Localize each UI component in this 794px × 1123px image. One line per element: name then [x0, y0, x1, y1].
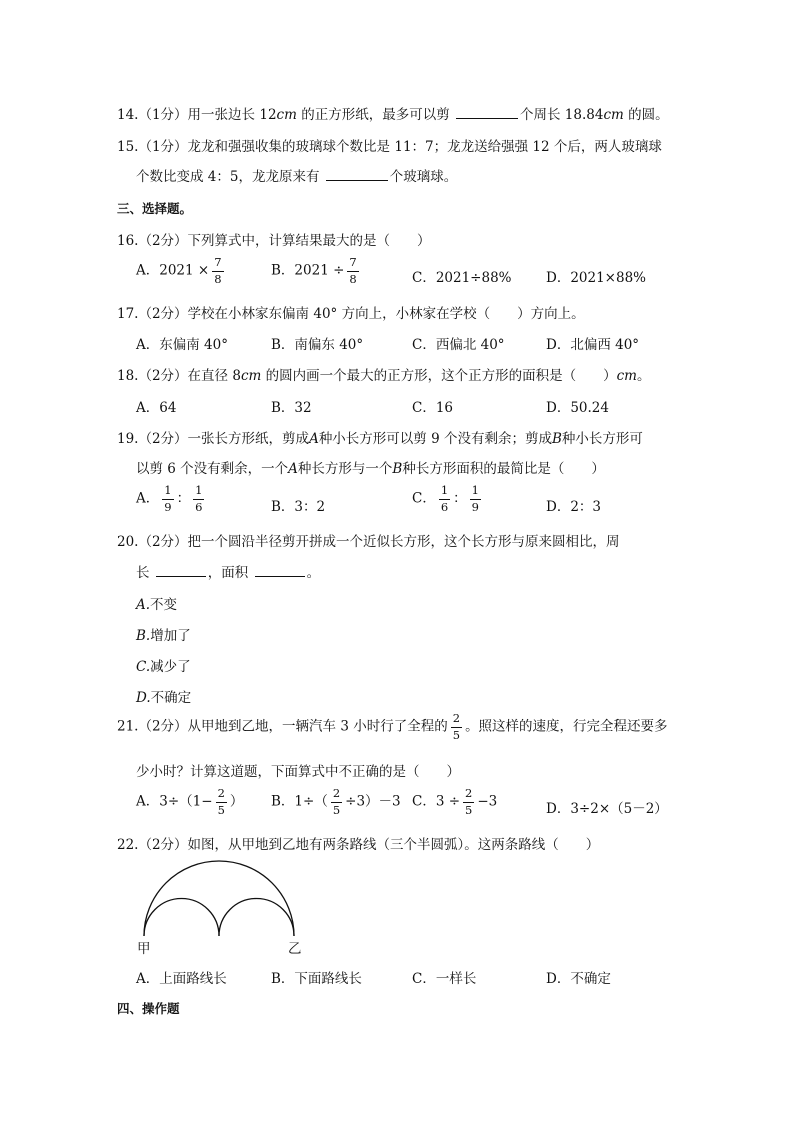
- q21-a-post: ）: [229, 793, 244, 810]
- q19-var-b-2: B: [392, 461, 403, 477]
- q19-l2-pre: 以剪 6 个没有剩余，一个: [136, 461, 289, 477]
- q19-a-frac-1: $\frac{1}{9}$: [164, 483, 172, 514]
- q18-text-end: 。: [637, 368, 651, 384]
- q20-a-letter: A.: [136, 597, 151, 613]
- question-21-line-1: [117, 713, 668, 741]
- q22-option-c[interactable]: C．一样长: [412, 971, 477, 987]
- question-21-line-2: 少小时？计算这道题，下面算式中不正确的是（ ）: [136, 764, 460, 780]
- q20-option-a[interactable]: [136, 593, 177, 613]
- question-15-line-1: 15.（1分）龙龙和强强收集的玻璃球个数比是 11：7；龙龙送给强强 12 个后，两人玻璃球: [117, 139, 662, 155]
- section-3-heading: 三、选择题。: [117, 201, 193, 216]
- q19-var-a: A: [309, 431, 319, 447]
- q17-option-d[interactable]: D．北偏西 40°: [546, 337, 640, 353]
- q18-option-d[interactable]: D．50.24: [546, 400, 609, 416]
- q19-a-frac-2: $\frac{1}{6}$: [195, 483, 203, 514]
- q21-fraction: $\frac{2}{5}$: [452, 711, 461, 742]
- q20-a-text: 不变: [150, 597, 178, 613]
- q20-d-letter: D.: [136, 690, 151, 706]
- question-18-stem: [117, 364, 651, 384]
- q20-b-letter: B.: [136, 628, 151, 644]
- question-17-stem: 17.（2分）学校在小林家东偏南 40° 方向上，小林家在学校（ ）方向上。: [117, 306, 585, 322]
- q19-l1-post: 种小长方形可: [561, 431, 643, 447]
- q14-unit-1: cm: [276, 107, 297, 123]
- q17-option-a[interactable]: A．东偏南 40°: [136, 337, 228, 353]
- q18-text-mid: 的圆内画一个最大的正方形，这个正方形的面积是（ ）: [261, 368, 617, 384]
- q19-option-c[interactable]: [412, 485, 484, 513]
- q22-option-d[interactable]: D．不确定: [546, 971, 611, 987]
- q21-a-pre: A．3÷（1−: [136, 793, 213, 810]
- q20-l2-end: 。: [306, 565, 321, 581]
- q22-option-a[interactable]: A．上面路线长: [136, 971, 227, 987]
- q16-option-a[interactable]: [136, 257, 227, 285]
- q14-text-pre: 14.（1分）用一张边长 12: [117, 107, 277, 123]
- q14-text-end: 的圆。: [623, 107, 669, 123]
- q19-var-a-2: A: [288, 461, 298, 477]
- section-4-heading: 四、操作题: [117, 1001, 180, 1016]
- q18-unit-2: cm: [616, 368, 637, 384]
- q16-a-text: A．2021 ×: [136, 262, 210, 279]
- q21-l1-pre: 21.（2分）从甲地到乙地，一辆汽车 3 小时行了全程的: [117, 718, 448, 735]
- q20-c-text: 减少了: [150, 659, 191, 675]
- q14-text-post: 个周长 18.84: [520, 107, 604, 123]
- q17-option-b[interactable]: B．南偏东 40°: [271, 337, 364, 353]
- q20-d-text: 不确定: [150, 690, 192, 706]
- point-label-start: 甲: [137, 941, 151, 957]
- q18-unit: cm: [240, 368, 262, 384]
- lower-route-arc-2: [219, 899, 294, 936]
- q22-option-b[interactable]: B．下面路线长: [271, 971, 362, 987]
- question-20-line-2: [136, 561, 320, 581]
- q20-c-letter: C.: [136, 659, 151, 675]
- q21-option-d[interactable]: D．3÷2×（5－2）: [546, 801, 668, 817]
- q21-option-a[interactable]: [136, 788, 243, 816]
- q18-option-a[interactable]: A．64: [136, 400, 177, 416]
- q20-blank-area[interactable]: [255, 564, 305, 577]
- q17-option-c[interactable]: C．西偏北 40°: [412, 337, 505, 353]
- q14-answer-blank[interactable]: [456, 106, 518, 119]
- q14-unit-2: cm: [603, 107, 624, 123]
- question-22-stem: 22.（2分）如图，从甲地到乙地有两条路线（三个半圆弧）。这两条路线（ ）: [117, 837, 600, 853]
- q21-c-pre: C．3 ÷: [412, 793, 461, 810]
- question-20-line-1: 20.（2分）把一个圆沿半径剪开拼成一个近似长方形，这个长方形与原来圆相比，周: [117, 534, 620, 550]
- q19-c-frac-1: $\frac{1}{6}$: [440, 483, 449, 514]
- q19-option-a[interactable]: [136, 485, 207, 513]
- q15-text-pre: 个数比变成 4：5，龙龙原来有: [136, 169, 324, 185]
- q21-option-b[interactable]: [271, 788, 401, 816]
- q19-l1-pre: 19.（2分）一张长方形纸，剪成: [117, 431, 310, 447]
- q14-text-mid: 的正方形纸，最多可以剪: [296, 107, 454, 123]
- lower-route-arc-1: [144, 899, 219, 936]
- question-14: [117, 103, 669, 123]
- q20-blank-perimeter[interactable]: [156, 564, 206, 577]
- q19-a-label: A．: [136, 490, 160, 507]
- q19-c-sep: ：: [453, 490, 467, 507]
- q21-b-post: ÷3）－3: [345, 793, 401, 810]
- q20-l2-mid: ，面积: [207, 565, 253, 581]
- q21-b-fraction: $\frac{2}{5}$: [332, 786, 341, 817]
- q20-l2-pre: 长: [136, 565, 154, 581]
- question-15-line-2: [136, 165, 457, 185]
- q16-b-fraction: $\frac{7}{8}$: [349, 255, 357, 286]
- q20-option-c[interactable]: [136, 655, 191, 675]
- q16-option-c[interactable]: C．2021÷88%: [412, 270, 512, 286]
- q21-c-post: −3: [477, 793, 498, 810]
- question-16-stem: 16.（2分）下列算式中，计算结果最大的是（ ）: [117, 233, 431, 249]
- q16-option-d[interactable]: D．2021×88%: [546, 270, 646, 286]
- q16-option-b[interactable]: [271, 257, 362, 285]
- q18-option-b[interactable]: B．32: [271, 400, 312, 416]
- q19-option-b[interactable]: B．3：2: [271, 499, 326, 515]
- q21-b-pre: B．1÷（: [271, 793, 328, 810]
- q19-l1-mid: 种小长方形可以剪 9 个没有剩余；剪成: [318, 431, 552, 447]
- q19-a-sep: ：: [176, 490, 191, 507]
- q19-var-b: B: [551, 431, 562, 447]
- q19-c-frac-2: $\frac{1}{9}$: [471, 483, 479, 514]
- q16-b-text: B．2021 ÷: [271, 262, 345, 279]
- point-label-end: 乙: [288, 941, 302, 957]
- question-19-line-2: [136, 457, 605, 477]
- q19-l2-mid: 种长方形与一个: [297, 461, 393, 477]
- upper-route-arc: [144, 861, 294, 936]
- q19-l2-post: 种长方形面积的最简比是（ ）: [402, 461, 605, 477]
- q19-option-d[interactable]: D．2：3: [546, 499, 602, 515]
- q21-l1-post: 。照这样的速度，行完全程还要多: [465, 718, 668, 735]
- question-19-line-1: [117, 427, 643, 447]
- q16-a-fraction: $\frac{7}{8}$: [214, 255, 222, 286]
- q20-option-d[interactable]: [136, 686, 191, 706]
- q18-text-pre: 18.（2分）在直径 8: [117, 368, 241, 384]
- q20-option-b[interactable]: [136, 624, 191, 644]
- q15-text-post: 个玻璃球。: [389, 169, 458, 185]
- q19-c-label: C．: [412, 490, 436, 507]
- q21-option-c[interactable]: [412, 788, 497, 816]
- q21-c-fraction: $\frac{2}{5}$: [465, 786, 473, 817]
- q20-b-text: 增加了: [150, 628, 191, 644]
- q15-answer-blank[interactable]: [326, 168, 388, 181]
- q21-a-fraction: $\frac{2}{5}$: [217, 786, 225, 817]
- q18-option-c[interactable]: C．16: [412, 400, 454, 416]
